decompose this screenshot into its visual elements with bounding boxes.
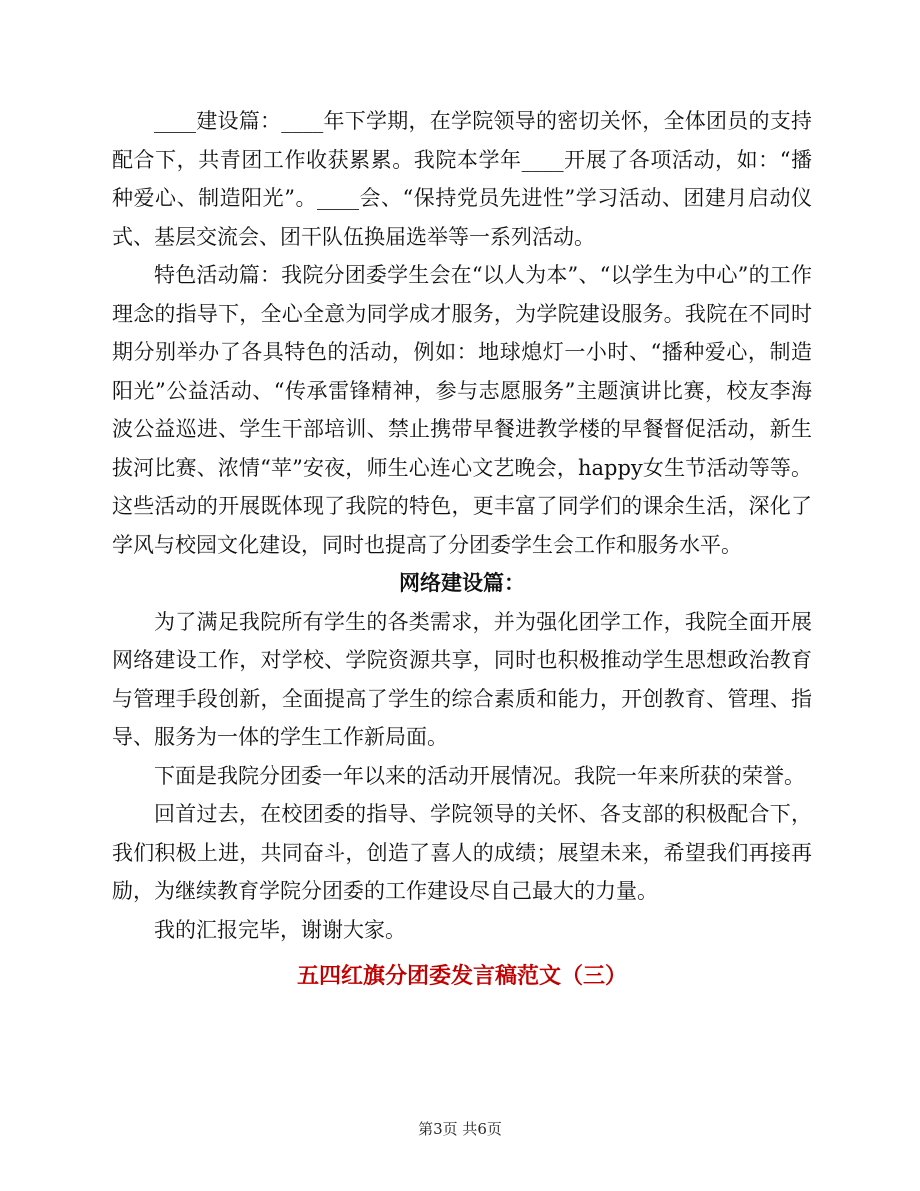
paragraph-activity-summary: 下面是我院分团委一年以来的活动开展情况。我院一年来所获的荣誉。 <box>154 763 805 788</box>
paragraph-network-construction: 为了满足我院所有学生的各类需求，并为强化团学工作，我院全面开展网络建设工作，对学校、学院资源共享，同时也积极推动学生思想政治教育与管理手段创新，全面提高了学生的综合素质和能力，开创教育、管理、指导、服务为一体的学生工作新局面。 <box>112 609 812 749</box>
section-heading-network: 网络建设篇： <box>399 570 525 595</box>
document-title: 五四红旗分团委发言稿范文（三） <box>296 963 627 989</box>
paragraph-construction: ____建设篇：____年下学期，在学院领导的密切关怀，全体团员的支持配合下，共青团工作收获累累。我院本学年____开展了各项活动，如：“播种爱心、制造阳光”。____会、“保持党员先进性”学习活动、团建月启动仪式、基层交流会、团干队伍换届选举等一系列活动。 <box>112 109 812 249</box>
paragraph-looking-back: 回首过去，在校团委的指导、学院领导的关怀、各支部的积极配合下，我们积极上进，共同奋斗，创造了喜人的成绩；展望未来，希望我们再接再励，为继续教育学院分团委的工作建设尽自己最大的力量。 <box>112 802 812 903</box>
paragraph-closing: 我的汇报完毕，谢谢大家。 <box>154 917 406 942</box>
document-body <box>112 102 812 996</box>
page-indicator: 第3页 共6页 <box>418 1120 502 1138</box>
paragraph-featured-activities: 特色活动篇：我院分团委学生会在“以人为本”、“以学生为中心”的工作理念的指导下，全心全意为同学成才服务，为学院建设服务。我院在不同时期分别举办了各具特色的活动，例如：地球熄灯一小时、“播种爱心，制造阳光”公益活动、“传承雷锋精神，参与志愿服务”主题演讲比赛，校友李海波公益巡进、学生干部培训、禁止携带早餐进教学楼的早餐督促活动，新生拔河比赛、浓情“苹”安夜，师生心连心文艺晚会，happy女生节活动等等。这些活动的开展既体现了我院的特色，更丰富了同学们的课余生活，深化了学风与校园文化建设，同时也提高了分团委学生会工作和服务水平。 <box>112 263 812 557</box>
